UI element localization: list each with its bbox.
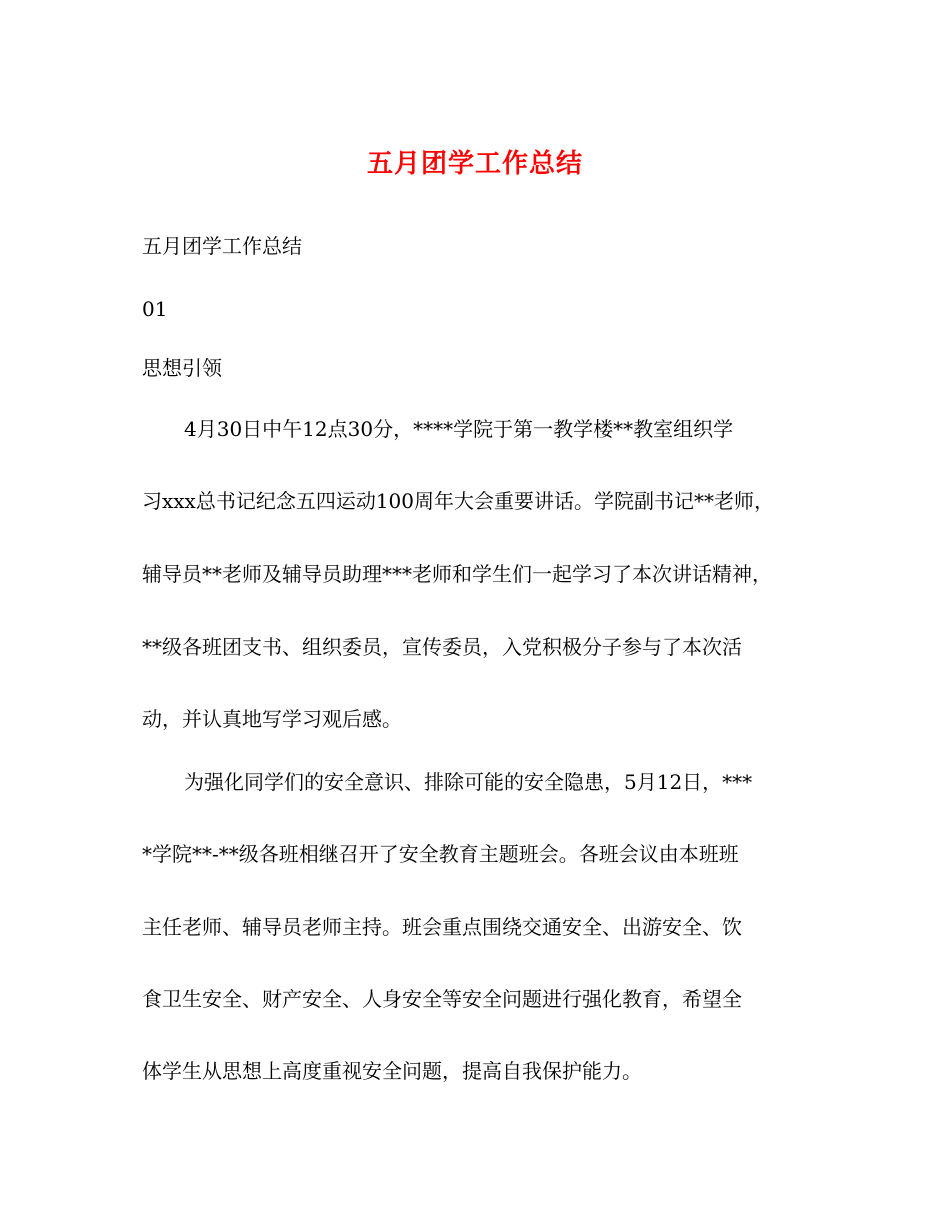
paragraph2-line: 主任老师、辅导员老师主持。班会重点围绕交通安全、出游安全、饮 xyxy=(142,915,742,939)
document-subtitle: 五月团学工作总结 xyxy=(142,234,302,258)
section-number: 01 xyxy=(142,297,168,321)
paragraph2-line: 食卫生安全、财产安全、人身安全等安全问题进行强化教育，希望全 xyxy=(142,987,742,1011)
paragraph1-line: **级各班团支书、组织委员，宣传委员，入党积极分子参与了本次活 xyxy=(142,635,742,659)
paragraph1-line: 习xxx总书记纪念五四运动100周年大会重要讲话。学院副书记**老师， xyxy=(142,489,775,513)
paragraph2-line: *学院**-**级各班相继召开了安全教育主题班会。各班会议由本班班 xyxy=(142,842,739,866)
section-heading: 思想引领 xyxy=(142,356,222,380)
paragraph1-line: 辅导员**老师及辅导员助理***老师和学生们一起学习了本次讲话精神， xyxy=(142,562,772,586)
paragraph1-line: 4月30日中午12点30分，****学院于第一教学楼**教室组织学 xyxy=(184,417,734,441)
document-title: 五月团学工作总结 xyxy=(366,149,583,179)
paragraph2-line: 为强化同学们的安全意识、排除可能的安全隐患，5月12日，*** xyxy=(184,770,753,794)
paragraph2-line: 体学生从思想上高度重视安全问题，提高自我保护能力。 xyxy=(142,1059,642,1083)
paragraph1-line: 动，并认真地写学习观后感。 xyxy=(142,707,402,731)
